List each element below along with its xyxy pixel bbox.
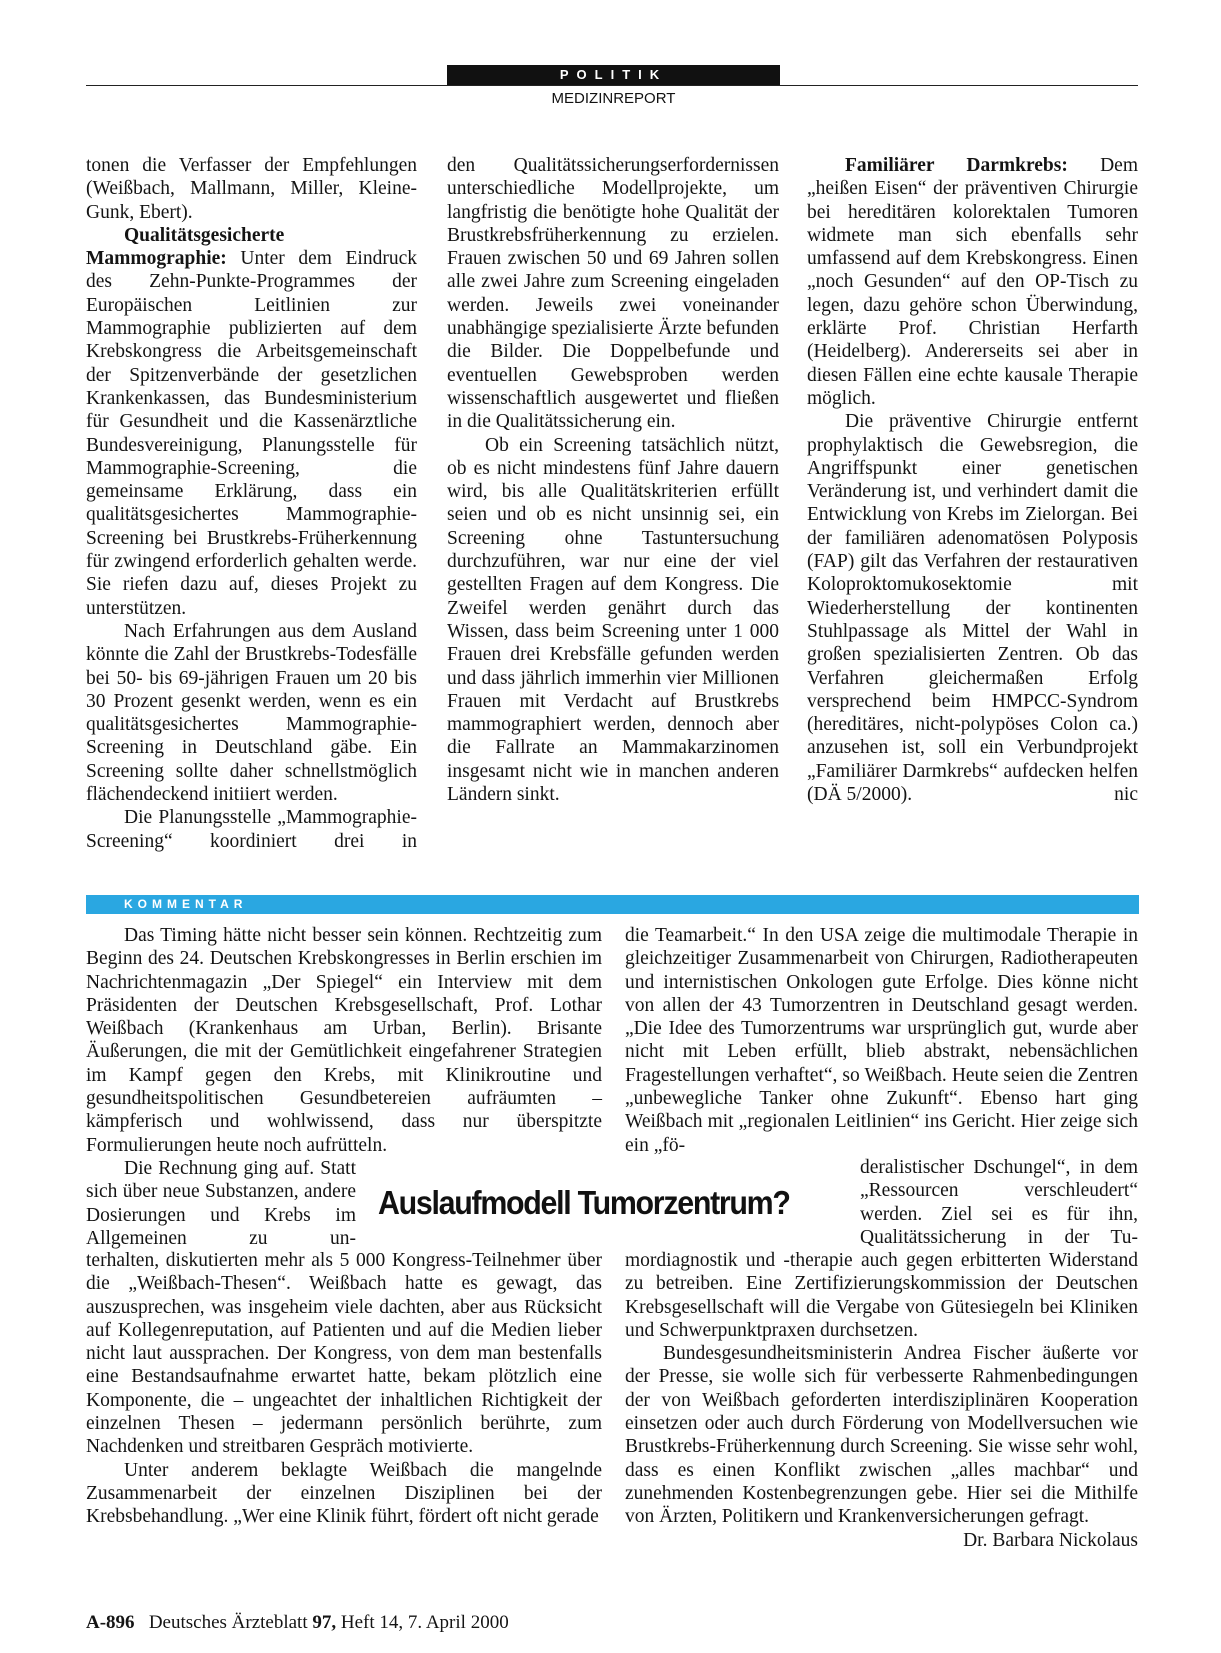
comment-author: Dr. Barbara Nickolaus — [963, 1529, 1138, 1551]
journal-name: Deutsches Ärzteblatt — [148, 1612, 308, 1633]
paragraph: Nach Erfahrungen aus dem Ausland könnte die Zahl der Brustkrebs-Todesfälle bei 50- bis 69-jährigen Frauen um 20 bis 30 Prozent gesenkt werden, wenn es ein qualitätsgesichertes Mammographie-Screening in Deutschland gäbe. Ein Screening sollte daher schnellstmöglich flächendeckend initiiert werden. — [86, 620, 417, 806]
subheading: Familiärer Darmkrebs: — [845, 155, 1068, 176]
article-column-1 — [86, 154, 417, 853]
paragraph: Familiärer Darmkrebs: Dem „heißen Eisen“ der präventiven Chirurgie bei hereditären kolorektalen Tumoren widmete man sich ebenfalls sehr umfassend auf dem Krebskongress. Einen „noch Gesunden“ auf den OP-Tisch zu legen, dazu gehöre schon Überwindung, erklärte Prof. Christian Herfarth (Heidelberg). Andererseits sei aber in diesen Fällen eine echte kausale Therapie möglich. — [807, 155, 1138, 409]
article-column-2 — [447, 154, 779, 806]
paragraph: deralistischer Dschungel“, in dem „Ressourcen verschleudert“ werden. Ziel sei es für ihn, Qualitätssicherung in der Tu- — [860, 1157, 1138, 1248]
journal-issue: Heft 14, 7. April 2000 — [340, 1612, 509, 1633]
article-column-3 — [807, 154, 1138, 806]
comment-column-right-beside-headline — [860, 1156, 1138, 1249]
section-label: POLITIK — [447, 65, 780, 85]
comment-column-right-bottom — [625, 1249, 1138, 1552]
paragraph: Die präventive Chirurgie entfernt prophylaktisch die Gewebsregion, die Angriffspunkt einer genetischen Veränderung ist, und verhindert damit die Entwicklung von Krebs im Zielorgan. Bei der familiären adenomatösen Polyposis (FAP) gilt das Verfahren der restaurativen Koloproktomukosektomie mit Wiederherstellung der kontinenten Stuhlpassage als Mittel der Wahl in großen spezialisierten Zentren. Ob das Verfahren gleichermaßen Erfolg versprechend beim HMPCC-Syndrom (hereditäres, nicht-polypöses Colon ca.) anzusehen ist, soll ein Verbundprojekt „Familiärer Darmkrebs“ aufdecken helfen (DÄ 5/2000). nic — [807, 411, 1138, 806]
comment-column-left-bottom — [86, 1249, 602, 1529]
author-initials: nic — [1114, 784, 1138, 806]
paragraph: mordiagnostik und -therapie auch gegen erbitterten Widerstand zu betreiben. Eine Zertifizierungskommission der Deutschen Krebsgesellschaft will die Vergabe von Gütesiegeln bei Kliniken und Schwerpunktpraxen durchsetzen. — [625, 1250, 1138, 1341]
paragraph: Bundesgesundheitsministerin Andrea Fischer äußerte vor der Presse, sie wolle sich für verbesserte Rahmenbedingungen der von Weißbach geforderten interdisziplinären Kooperation einsetzen oder auch durch Förderung von Modellversuchen wie Brustkrebs-Früherkennung durch Screening. Sie wisse sehr wohl, dass es einen Konflikt zwischen „alles machbar“ und zunehmenden Kostenbegrenzungen gebe. Hier sei die Mithilfe von Ärzten, Politikern und Krankenversicherungen gefragt. Dr. Barbara Nickolaus — [625, 1343, 1138, 1551]
journal-volume: 97, — [312, 1612, 337, 1633]
subheading: Qualitätsgesicherte Mammographie: — [86, 224, 285, 270]
subsection-label: MEDIZINREPORT — [551, 90, 676, 107]
page-number: A-896 — [86, 1612, 135, 1633]
paragraph: terhalten, diskutierten mehr als 5 000 Kongress-Teilnehmer über die „Weißbach-Thesen“. Weißbach hatte es gewagt, das auszusprechen, was insgeheim viele dachten, aber aus Rücksicht auf Kollegenreputation, auf Patienten und auf die Medien lieber nicht laut aussprachen. Der Kongress, von dem man bestenfalls eine Bestandsaufnahme erwartet hatte, bekam plötzlich eine Komponente, die – ungeachtet der inhaltlichen Richtigkeit der einzelnen Thesen – jedermann persönlich berührte, zum Nachdenken und streitbaren Gespräch motivierte. — [86, 1250, 602, 1458]
comment-column-right-top — [625, 924, 1138, 1157]
paragraph: Die Rechnung ging auf. Statt sich über neue Substanzen, andere Dosierungen und Krebs im Allgemeinen zu un- — [86, 1157, 356, 1249]
comment-section-label: KOMMENTAR — [124, 897, 248, 911]
paragraph: die Teamarbeit.“ In den USA zeige die multimodale Therapie in gleichzeitiger Zusammenarbeit von Chirurgen, Radiotherapeuten und internistischen Onkologen gute Erfolge. Dies könne nicht von allen der 43 Tumorzentren in Deutschland gesagt werden. „Die Idee des Tumorzentrums war ursprünglich gut, wurde aber nicht mit Leben erfüllt, blieb abstrakt, nebensächlichen Fragestellungen verhaftet“, so Weißbach. Heute seien die Zentren „unbewegliche Tanker ohne Zukunft“. Ebenso hart ging Weißbach mit „regionalen Leitlinien“ ins Gericht. Hier zeige sich ein „fö- — [625, 925, 1138, 1156]
paragraph: Das Timing hätte nicht besser sein können. Rechtzeitig zum Beginn des 24. Deutschen Krebskongresses in Berlin erschien im Nachrichtenmagazin „Der Spiegel“ ein Interview mit dem Präsidenten der Deutschen Krebsgesellschaft, Prof. Lothar Weißbach (Krankenhaus am Urban, Berlin). Brisante Äußerungen, die mit der Gemütlichkeit eingefahrener Strategien im Kampf gegen den Krebs, mit Klinikroutine und gesundheitspolitischen Gesundbetereien aufräumten – kämpferisch und wohlwissend, dass nur überspitzte Formulierungen heute noch aufrütteln. — [86, 925, 602, 1156]
paragraph: den Qualitätssicherungserfordernissen unterschiedliche Modellprojekte, um langfristig die benötigte hohe Qualität der Brustkrebsfrüherkennung zu erzielen. Frauen zwischen 50 und 69 Jahren sollen alle zwei Jahre zum Screening eingeladen werden. Jeweils zwei voneinander unabhängige spezialisierte Ärzte befunden die Bilder. Die Doppelbefunde und eventuellen Gewebsproben werden wissenschaftlich ausgewertet und fließen in die Qualitätssicherung ein. — [447, 155, 779, 433]
paragraph: Die Planungsstelle „Mammographie-Screening“ koordiniert drei in — [86, 807, 417, 852]
header-rule — [86, 85, 1138, 86]
paragraph: tonen die Verfasser der Empfehlungen (Weißbach, Mallmann, Miller, Kleine-Gunk, Ebert). — [86, 155, 417, 223]
comment-headline: Auslaufmodell Tumorzentrum? — [378, 1184, 790, 1221]
paragraph: Qualitätsgesicherte Mammographie: Unter dem Eindruck des Zehn-Punkte-Programmes der Europäischen Leitlinien zur Mammographie publizierten auf dem Krebskongress die Arbeitsgemeinschaft der Spitzenverbände der gesetzlichen Krankenkassen, das Bundesministerium für Gesundheit und die Kassenärztliche Bundesvereinigung, Planungsstelle für Mammographie-Screening, die gemeinsame Erklärung, dass ein qualitätsgesichertes Mammographie-Screening bei Brustkrebs-Früherkennung für zwingend erforderlich gehalten werde. Sie riefen dazu auf, dieses Projekt zu unterstützen. — [86, 224, 417, 619]
paragraph: Unter anderem beklagte Weißbach die mangelnde Zusammenarbeit der einzelnen Disziplinen bei der Krebsbehandlung. „Wer eine Klinik führt, fördert oft nicht gerade — [86, 1459, 602, 1528]
page-footer — [86, 1612, 509, 1634]
paragraph: Ob ein Screening tatsächlich nützt, ob es nicht mindestens fünf Jahre dauern wird, bis alle Qualitätskriterien erfüllt seien und ob es nicht unsinnig sei, ein Screening ohne Tastuntersuchung durchzuführen, war nur eine der viel gestellten Fragen auf dem Kongress. Die Zweifel werden genährt durch das Wissen, dass beim Screening unter 1 000 Frauen drei Krebsfälle gefunden werden und dass jährlich immerhin vier Millionen Frauen mit Verdacht auf Brustkrebs mammographiert werden, dennoch aber die Fallrate an Mammakarzinomen insgesamt nicht wie in manchen anderen Ländern sinkt. — [447, 434, 779, 806]
